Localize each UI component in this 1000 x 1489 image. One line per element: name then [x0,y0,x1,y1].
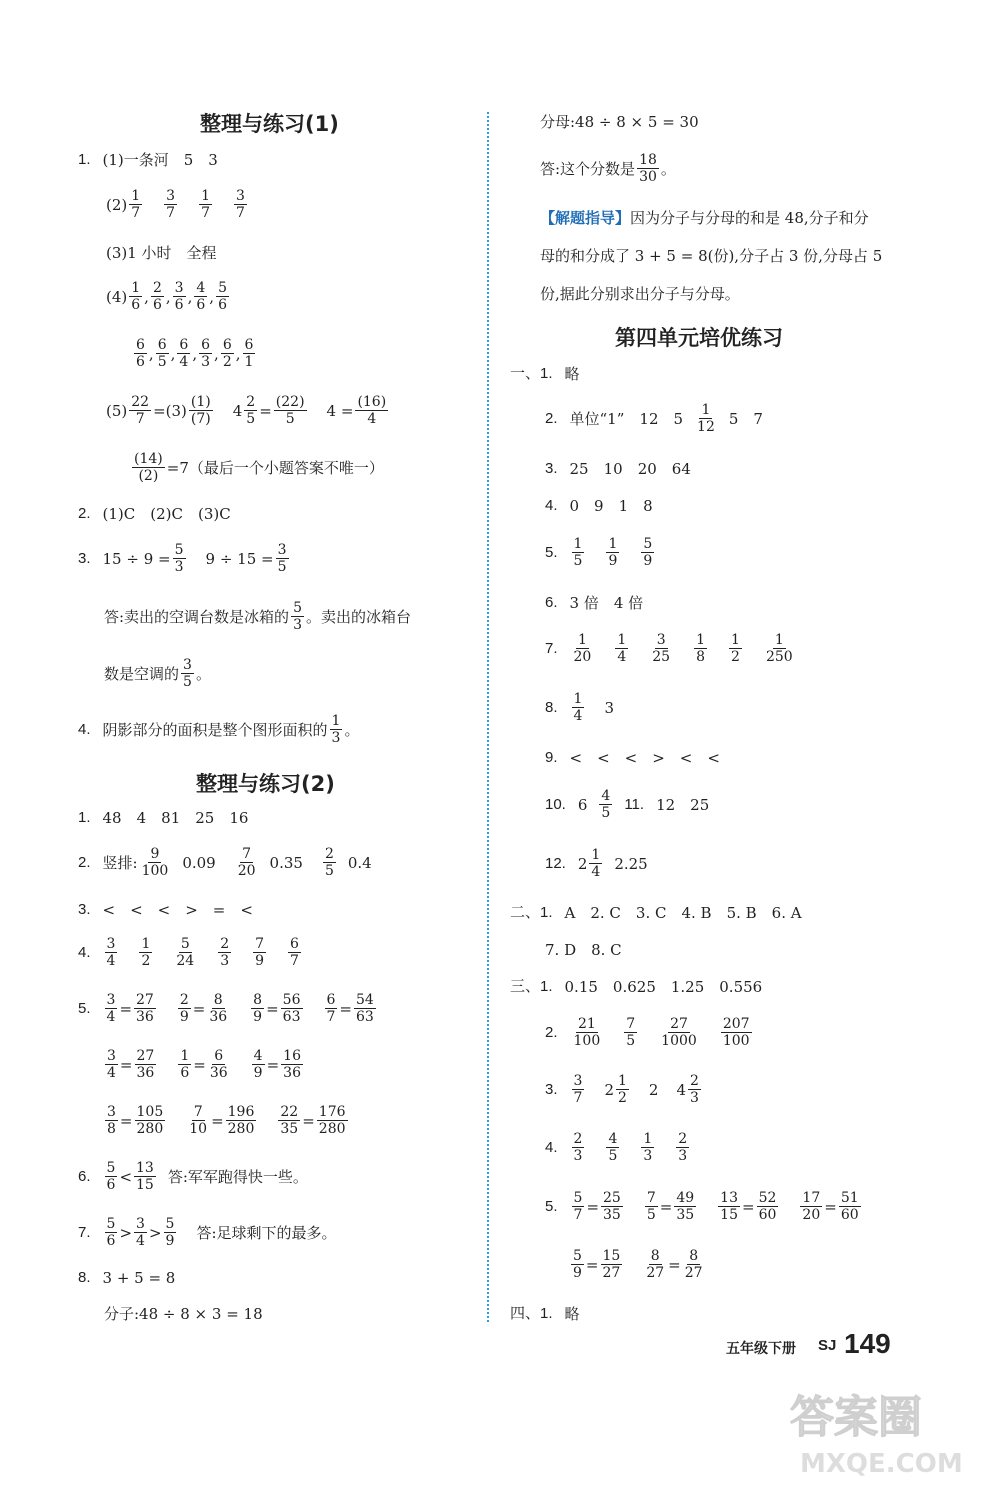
t3-line5: 5. 5 7 = 25 35 7 5 = 49 35 13 15 = 52 60 17 20 = 51 60 [545,1190,859,1223]
section-title-1: 整理与练习(1) [200,112,339,136]
tip-line1: 【解题指导】 因为分子与分母的和是 48,分子和分 [540,209,869,227]
p7-line: 7. 5 6 > 3 4 > 5 9 答:足球剩下的最多。 [78,1216,337,1249]
s4-line: 4. 0 9 1 8 [545,497,653,515]
q1-line1: 1. (1)一条河 5 3 [78,151,218,169]
watermark-text: 答案圈 [790,1392,922,1443]
footer-grade: 五年级下册 [726,1341,796,1357]
q3-answer2: 数是空调的 3 5 。 [104,657,211,690]
p1-line: 1. 48 4 81 25 16 [78,809,249,827]
t3-line5b: 5 9 = 15 27 8 27 = 8 27 [573,1248,703,1281]
q1-line4: (4) 1 6 , 2 6 , 3 6 , 4 6 , 5 6 [106,280,227,313]
q2-line: 2. (1)C (2)C (3)C [78,505,231,523]
watermark-logo [780,1380,990,1480]
r-denominator: 分母:48 ÷ 8 × 5 = 30 [540,113,699,131]
s6-line: 6. 3 倍 4 倍 [545,594,644,612]
column-divider [487,112,489,1322]
r-answer: 答:这个分数是 18 30 。 [540,152,676,185]
p3-line: 3. < < < > = < [78,901,253,919]
s5-line: 5. 1 5 1 9 5 9 [545,536,653,569]
q1-line2: (2) 1 7 3 7 1 7 3 7 [106,188,245,221]
s3-line: 3. 25 10 20 64 [545,460,691,478]
q3-line: 3. 15 ÷ 9 = $\frac{5}{3}$ 9 ÷ 15 = $\frac{3}{5}$ [78,542,287,575]
p5-line3: 3 8 = 105 280 7 10 = 196 280 22 35 = 176 280 [107,1104,346,1137]
t3-line2: 2. 21 100 7 5 27 1000 207 100 [545,1016,750,1049]
watermark-url: MXQE.COM [800,1449,963,1479]
t4-line: 四、1. 略 [510,1305,580,1323]
t3-line3: 3. 3 7 2 1 2 2 4 2 3 [545,1073,699,1106]
p6-line: 6. 5 6 < 13 15 答:军军跑得快一些。 [78,1160,308,1193]
q1-line4b: 6 6 , 6 5 , 6 4 , 6 3 , 6 2 , 6 1 [136,337,254,370]
section-title-2: 整理与练习(2) [196,772,335,796]
s9-line: 9. < < < > < < [545,749,720,767]
s12-line: 12. 2 1 4 2.25 [545,847,648,880]
t2-line2: 7. D 8. C [545,941,622,959]
p8-numerator: 分子:48 ÷ 8 × 3 = 18 [104,1305,263,1323]
section-title-3: 第四单元培优练习 [615,326,783,350]
s7-line: 7. 1 20 1 4 3 25 1 8 1 2 1 250 [545,632,793,665]
s1-line: 一、1. 略 [510,365,580,383]
p4-line: 4. 3 4 1 2 5 24 2 3 7 9 6 7 [78,936,299,969]
p2-line: 2. 竖排: 9 100 0.09 7 20 0.35 2 5 0.4 [78,846,372,879]
t3-line4: 4. 2 3 4 5 1 3 2 3 [545,1131,688,1164]
q4-line: 4. 阴影部分的面积是整个图形面积的 1 3 。 [78,713,360,746]
p8-line: 8. 3 + 5 = 8 [78,1269,176,1287]
tip-line2: 母的和分成了 3 + 5 = 8(份),分子占 3 份,分母占 5 [540,247,883,265]
p5-line1: 5. 3 4 = 27 36 2 9 = 8 36 8 9 = 56 63 6 7 = 54 63 [78,992,374,1025]
p5-line2: 3 4 = 27 36 1 6 = 6 36 4 9 = 16 36 [107,1048,301,1081]
s2-line: 2. 单位“1” 12 5 1 12 5 7 [545,402,763,435]
t3-line1: 三、1. 0.15 0.625 1.25 0.556 [510,978,763,996]
footer-code: SJ [818,1337,837,1354]
t2-line1: 二、1. A 2. C 3. C 4. B 5. B 6. A [510,904,802,922]
s10-line: 10. 6 4 5 11. 12 25 [545,788,710,821]
s8-line: 8. 1 4 3 [545,691,614,724]
q1-line3: (3)1 小时 全程 [106,244,217,262]
q1-line5b: $\frac{(14)}{(2)}$ =7（最后一个小题答案不唯一） [134,451,384,484]
q3-answer1: 答:卖出的空调台数是冰箱的 5 3 。卖出的冰箱台 [104,600,411,633]
tip-line3: 份,据此分别求出分子与分母。 [540,285,740,303]
q1-line5: (5) 22 7 =(3) (1) (7) 4 2 5 = (22) 5 4 = (16) 4 [106,394,387,427]
page-number: 149 [844,1328,891,1359]
